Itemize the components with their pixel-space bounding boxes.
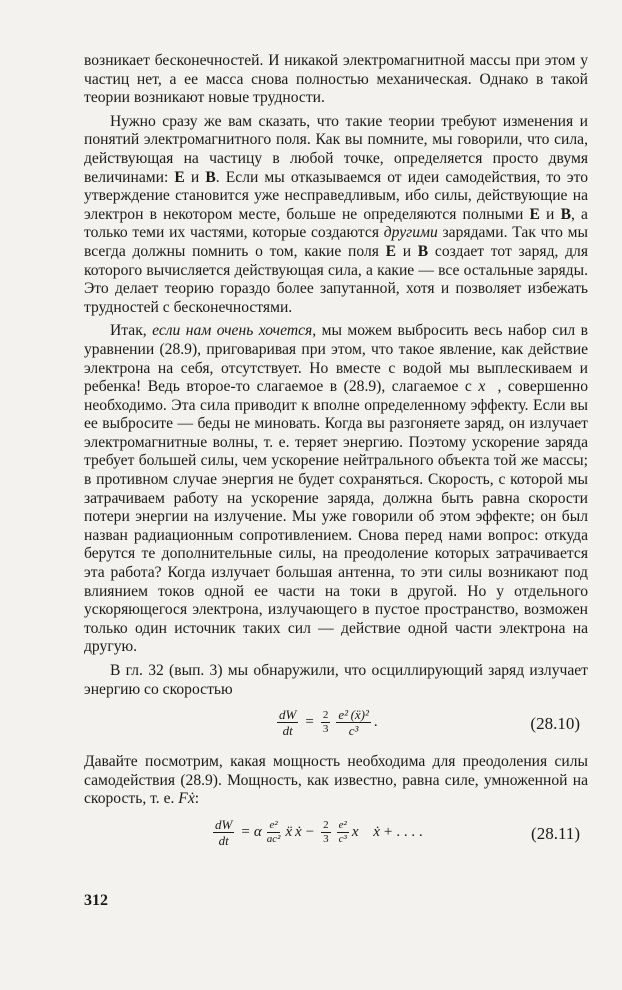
- paragraph-4: В гл. 32 (вып. 3) мы обнаружили, что осциллирующий заряд излучает энергию со скоростью: [84, 662, 588, 698]
- equation-28-11: [84, 815, 588, 855]
- paragraph-1: возникает бесконечностей. И никакой электромагнитной массы при этом у частиц нет, а ее масса снова полностью механическая. Однако в такой теории возникают новые трудности.: [84, 52, 588, 107]
- equation-28-10: [84, 705, 588, 745]
- equation-28-11-formula: $\frac{dW}{dt}$ = α $\frac{\text{e²}}{\text{ac²}}$ ẍ ẋ − $\frac{2}{3}$ $\frac{\text{e²}}{\text{c³}}$ x⃛ ẋ + . . . .: [215, 816, 423, 848]
- page-number: 312: [84, 892, 108, 909]
- paragraph-2: Нужно сразу же вам сказать, что такие теории требуют изменения и понятий электромагнитного поля. Как вы помните, мы говорили, что сила, действующая на частицу в любой точке, определяется просто двумя величинами: E и B. Если мы отказываемся от идеи самодействия, то это утверждение становится уже несправедливым, ибо силы, действующие на электрон в некотором месте, больше не определяются полными E и B, а только теми их частями, которые создаются другими зарядами. Так что мы всегда должны помнить о том, какие поля E и B создает тот заряд, для которого вычисляется действующая сила, а какие — все остальные заряды. Это делает теорию гораздо более запутанной, хотя и позволяет избежать трудностей с бесконечностями.: [84, 112, 588, 316]
- equation-28-10-formula: $\frac{dW}{dt}$ = $\frac{2}{3}$ $\frac{\text{e² (ẍ)²}}{\text{c³}}$ .: [279, 707, 378, 739]
- paragraph-5: Давайте посмотрим, какая мощность необходима для преодоления силы самодействия (28.9). Мощность, как известно, равна силе, умноженной на скорость, т. е. Fẋ:: [84, 753, 588, 808]
- equation-28-11-label: (28.11): [531, 823, 580, 843]
- body-text: [84, 52, 588, 863]
- equation-28-10-label: (28.10): [530, 714, 580, 734]
- paragraph-3: Итак, если нам очень хочется, мы можем выбросить весь набор сил в уравнении (28.9), приговаривая при этом, что такое явление, как действие электрона на себя, отсутствует. Но вместе с водой мы выплескиваем и ребенка! Ведь второе-то слагаемое в (28.9), слагаемое с x⃛, совершенно необходимо. Эта сила приводит к вполне определенному эффекту. Если вы ее выбросите — беды не миновать. Когда вы разгоняете заряд, он излучает электромагнитные волны, т. е. теряет энергию. Поэтому ускорение заряда требует большей силы, чем ускорение нейтрального объекта той же массы; в противном случае энергия не будет сохраняться. Скорость, с которой мы затрачиваем работу на ускорение заряда, должна быть равна скорости потери энергии на излучение. Мы уже говорили об этом эффекте; он был назван радиационным сопротивлением. Снова перед нами вопрос: откуда берутся те дополнительные силы, на преодоление которых затрачивается эта работа? Когда излучает большая антенна, то эти силы возникают под влиянием токов одной ее части на токи в другой. Но у отдельного ускоряющегося электрона, излучающего в пустое пространство, возможен только один источник таких сил — действие одной части электрона на другую.: [84, 322, 589, 656]
